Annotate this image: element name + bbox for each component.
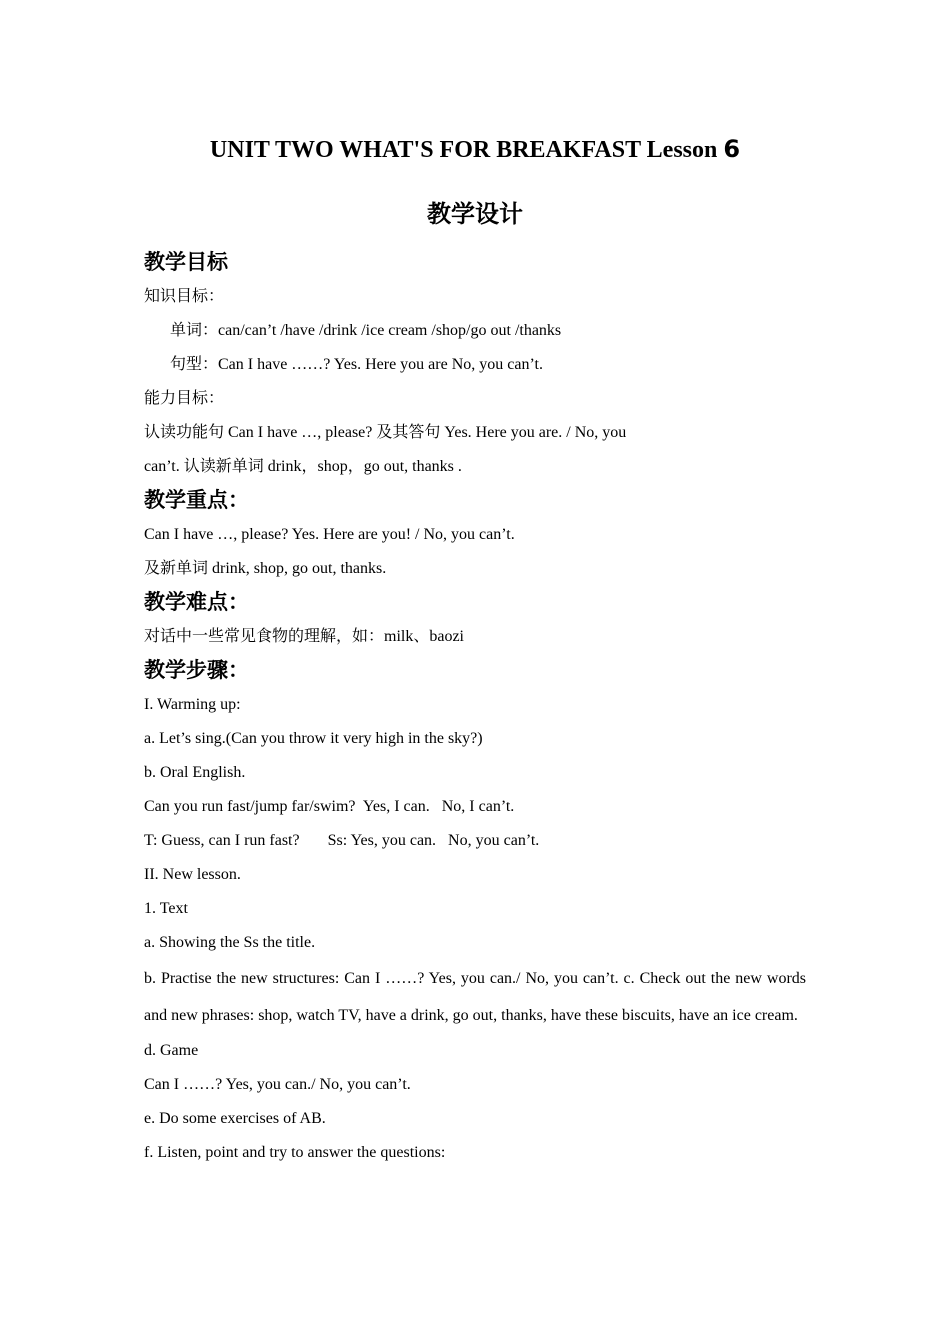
- step-line: a. Showing the Ss the title.: [144, 934, 316, 951]
- step-line: I. Warming up:: [144, 696, 241, 713]
- key-points-heading: 教学重点：: [144, 488, 249, 512]
- ability-objective-line: can’t. 认读新单词 drink，shop，go out, thanks .: [144, 458, 462, 475]
- step-line: d. Game: [144, 1042, 199, 1059]
- step-line: Can you run fast/jump far/swim? Yes, I can. No, I can’t.: [144, 798, 515, 815]
- step-line: e. Do some exercises of AB.: [144, 1110, 326, 1127]
- key-point-line: Can I have …, please? Yes. Here are you! / No, you can’t.: [144, 526, 515, 543]
- title-text: UNIT TWO WHAT'S FOR BREAKFAST Lesson: [209, 137, 724, 163]
- step-line: T: Guess, can I run fast? Ss: Yes, you can. No, you can’t.: [144, 832, 540, 849]
- difficulties-heading: 教学难点：: [144, 590, 249, 614]
- difficulty-line: 对话中一些常见食物的理解，如：milk、baozi: [144, 628, 464, 645]
- ability-objectives-label: 能力目标：: [144, 390, 225, 407]
- ability-objective-line: 认读功能句 Can I have …, please? 及其答句 Yes. Here you are. / No, you: [144, 424, 627, 441]
- step-line: II. New lesson.: [144, 866, 241, 883]
- key-point-line: 及新单词 drink, shop, go out, thanks.: [144, 560, 387, 577]
- knowledge-objectives-label: 知识目标：: [144, 288, 225, 305]
- step-line: f. Listen, point and try to answer the questions:: [144, 1144, 446, 1161]
- practise-paragraph: b. Practise the new structures: Can I ……? Yes, you can./ No, you can’t. c. Check out the new words and new phrases: shop, watch TV, have a drink, go out, thanks, have these biscuits, have an ice cream.: [144, 970, 806, 1024]
- vocabulary-line: 单词：can/can’t /have /drink /ice cream /shop/go out /thanks: [170, 322, 562, 339]
- step-line: b. Oral English.: [144, 764, 246, 781]
- lesson-number: 6: [723, 135, 741, 163]
- step-line: 1. Text: [144, 900, 188, 917]
- step-line: a. Let’s sing.(Can you throw it very high in the sky?): [144, 730, 483, 747]
- step-line: Can I ……? Yes, you can./ No, you can’t.: [144, 1076, 411, 1093]
- objectives-heading: 教学目标: [144, 250, 228, 274]
- steps-heading: 教学步骤：: [144, 658, 249, 682]
- document-subtitle: 教学设计: [427, 200, 523, 228]
- document-title: [0, 132, 950, 167]
- document-body: [144, 248, 806, 1170]
- sentence-pattern-line: 句型：Can I have ……? Yes. Here you are No, you can’t.: [170, 356, 543, 373]
